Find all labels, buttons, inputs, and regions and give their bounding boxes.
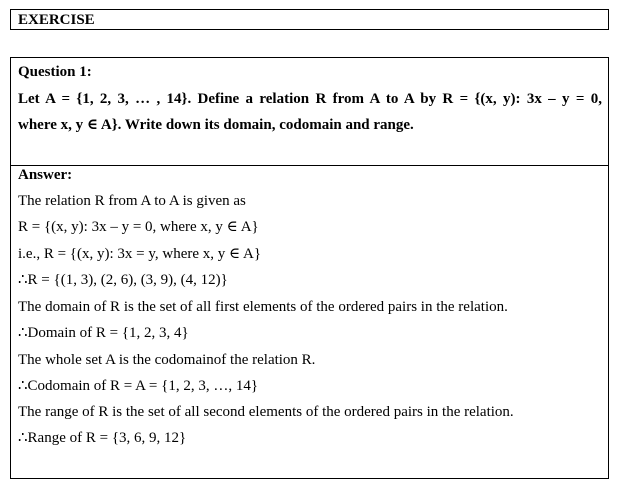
exercise-title: EXERCISE bbox=[18, 12, 95, 28]
answer-line-10: ∴Range of R = {3, 6, 9, 12} bbox=[18, 430, 187, 446]
question-heading: Question 1: bbox=[18, 64, 92, 80]
question-line-2: where x, y ∈ A}. Write down its domain, codomain and range. bbox=[18, 117, 414, 133]
answer-heading: Answer: bbox=[18, 167, 73, 183]
answer-line-9: The range of R is the set of all second elements of the ordered pairs in the relation. bbox=[18, 404, 514, 420]
section-divider bbox=[11, 165, 608, 166]
question-answer-box bbox=[10, 57, 609, 479]
answer-line-4: ∴R = {(1, 3), (2, 6), (3, 9), (4, 12)} bbox=[18, 272, 228, 288]
answer-line-6: ∴Domain of R = {1, 2, 3, 4} bbox=[18, 325, 189, 341]
answer-line-5: The domain of R is the set of all first elements of the ordered pairs in the relation. bbox=[18, 299, 508, 315]
answer-line-1: The relation R from A to A is given as bbox=[18, 193, 246, 209]
answer-line-8: ∴Codomain of R = A = {1, 2, 3, …, 14} bbox=[18, 378, 259, 394]
question-line-1: Let A = {1, 2, 3, … , 14}. Define a relation R from A to A by R = {(x, y): 3x – y = 0, bbox=[18, 91, 602, 107]
answer-line-7: The whole set A is the codomainof the relation R. bbox=[18, 352, 316, 368]
exercise-header-box bbox=[10, 9, 609, 30]
answer-line-2: R = {(x, y): 3x – y = 0, where x, y ∈ A} bbox=[18, 219, 259, 235]
answer-line-3: i.e., R = {(x, y): 3x = y, where x, y ∈ A} bbox=[18, 246, 262, 262]
